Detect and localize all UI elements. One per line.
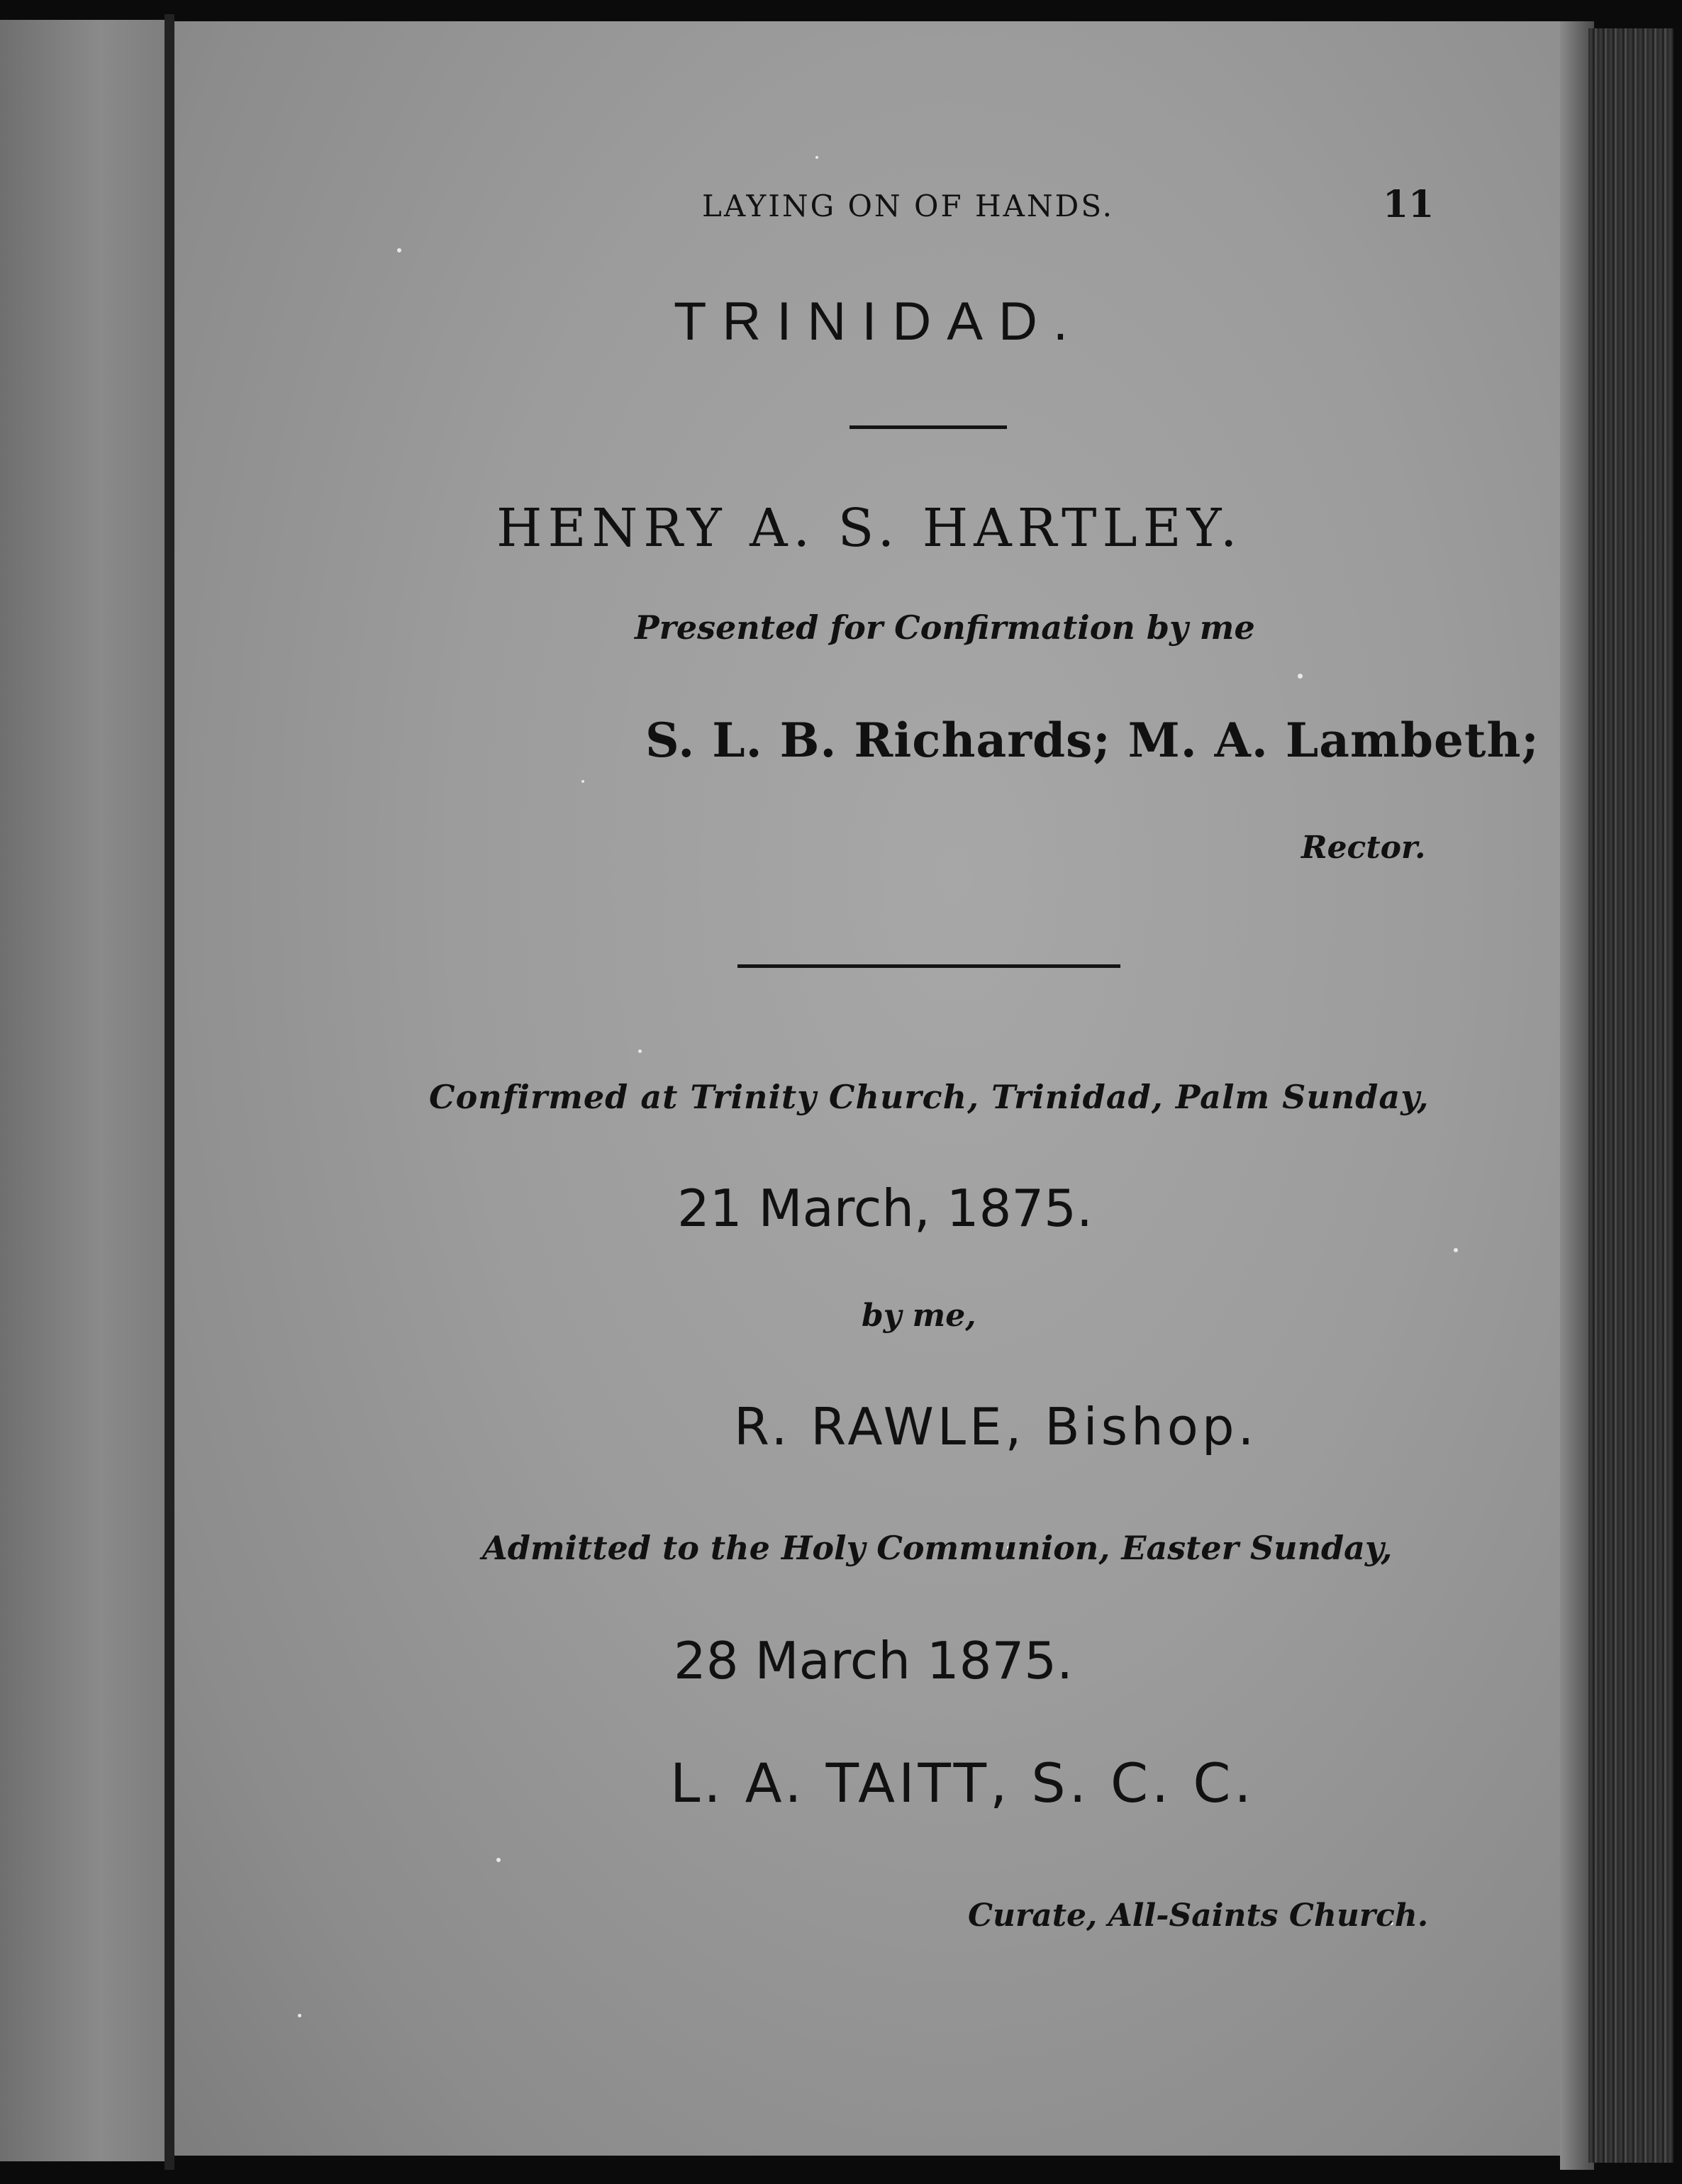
dust-speck: [581, 780, 584, 783]
book-gutter: [165, 14, 174, 2170]
admitted-line: Admitted to the Holy Communion, Easter Sunday,: [482, 1529, 1393, 1567]
presented-line: Presented for Confirmation by me: [635, 608, 1255, 647]
running-head-title: LAYING ON OF HANDS.: [702, 189, 1114, 223]
by-me-text: by me,: [862, 1298, 976, 1334]
presenters: S. L. B. Richards; M. A. Lambeth;: [645, 713, 1539, 768]
candidate-name: HENRY A. S. HARTLEY.: [496, 498, 1243, 559]
dust-speck: [638, 1049, 642, 1053]
page-stack-edge: [1588, 28, 1673, 2163]
page-number: 11: [1383, 183, 1435, 226]
presenter-title: Rector.: [1301, 830, 1426, 866]
long-rule: [737, 964, 1120, 968]
dust-speck: [1454, 1248, 1458, 1252]
dust-speck: [397, 248, 401, 252]
short-rule: [850, 425, 1007, 429]
confirmed-line: Confirmed at Trinity Church, Trinidad, Palm Sunday,: [429, 1078, 1430, 1116]
dust-speck: [1298, 674, 1303, 679]
curate-signature: L. A. TAITT, S. C. C.: [670, 1751, 1255, 1815]
facing-page-strip: [0, 20, 167, 2161]
dust-speck: [298, 2014, 301, 2017]
dust-speck: [496, 1858, 501, 1862]
curate-title: Curate, All-Saints Church.: [968, 1898, 1429, 1934]
bishop-signature: R. RAWLE, Bishop.: [734, 1397, 1258, 1456]
confirmation-date: 21 March, 1875.: [677, 1179, 1093, 1238]
communion-date: 28 March 1875.: [674, 1631, 1073, 1690]
place-heading: TRINIDAD.: [674, 291, 1084, 352]
dust-speck: [815, 156, 818, 159]
